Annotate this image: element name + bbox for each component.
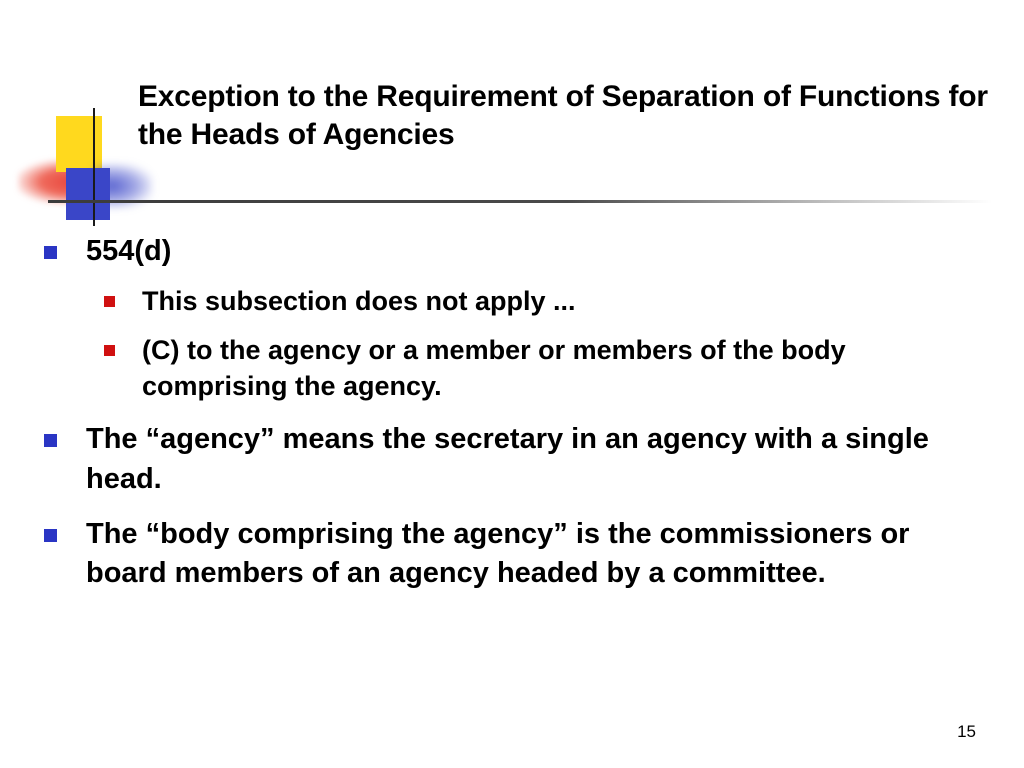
list-item: [34, 283, 990, 319]
list-item: [34, 332, 990, 405]
list-item: [34, 232, 990, 271]
bullet-square-icon: [44, 434, 57, 447]
spacer: [34, 501, 990, 515]
bullet-square-icon: [104, 296, 115, 307]
list-item-label: 554(d): [86, 235, 172, 267]
bullet-square-icon: [44, 246, 57, 259]
list-item-label: (C) to the agency or a member or members of the body comprising the agency.: [142, 334, 846, 402]
logo-vertical-line: [93, 108, 95, 226]
bullet-square-icon: [104, 345, 115, 356]
logo-blue-square-icon: [66, 168, 110, 220]
decorative-logo: [18, 108, 148, 226]
slide-title: Exception to the Requirement of Separation of Functions for the Heads of Agencies: [138, 80, 988, 152]
spacer: [34, 406, 990, 420]
list-item: [34, 515, 990, 593]
bullet-square-icon: [44, 529, 57, 542]
title-divider: [48, 200, 992, 203]
spacer: [34, 322, 990, 332]
slide-body: [34, 232, 990, 595]
spacer: [34, 273, 990, 283]
list-item: [34, 420, 990, 498]
list-item-label: The “body comprising the agency” is the commissioners or board members of an agency headed by a committee.: [86, 517, 910, 589]
list-item-label: The “agency” means the secretary in an agency with a single head.: [86, 423, 929, 495]
slide-number: 15: [957, 722, 976, 741]
list-item-label: This subsection does not apply ...: [142, 286, 576, 317]
